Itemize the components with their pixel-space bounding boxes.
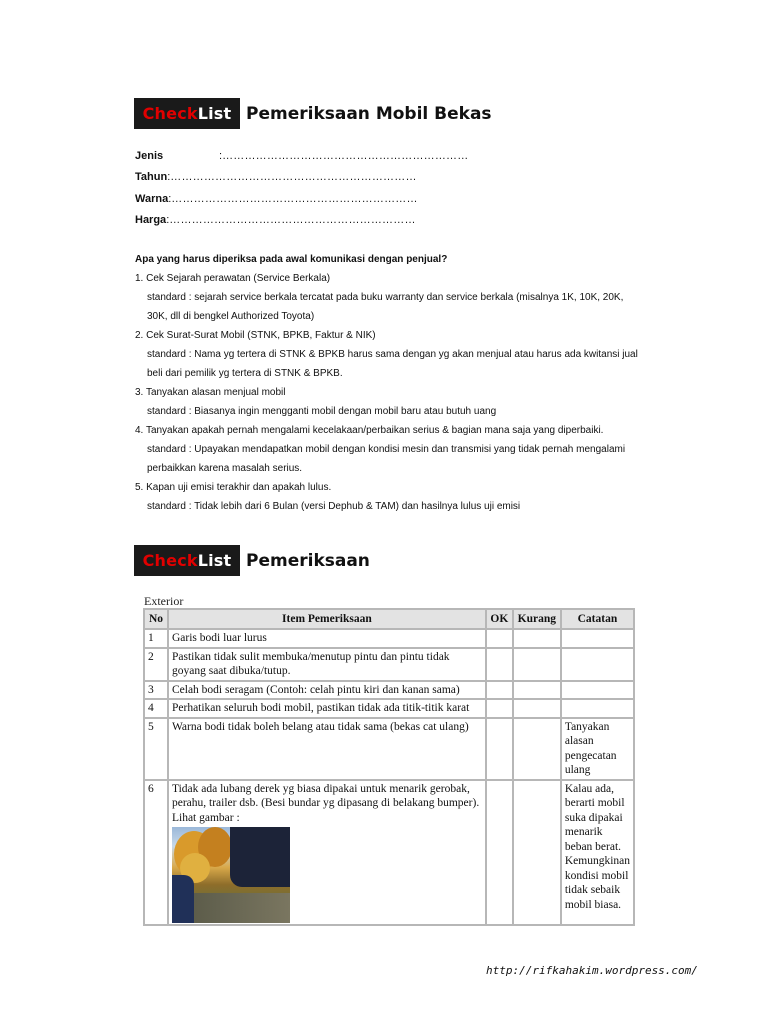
tow-hitch-photo [172, 827, 290, 923]
ok-cell[interactable] [486, 681, 513, 700]
header-catatan: Catatan [561, 609, 634, 629]
section-2-header [134, 545, 370, 576]
list-item: 1. Cek Sejarah perawatan (Service Berkala) standard : sejarah service berkala tercatat pada buku warranty dan service berkala (misalnya 1K, 10K, 20K, 30K, dll di bengkel Authorized Toyota) [135, 273, 624, 322]
table-row: 4 Perhatikan seluruh bodi mobil, pastikan tidak ada titik-titik karat [144, 699, 634, 718]
checklist-badge: Check List [134, 545, 240, 576]
field-tahun: Tahun : ………………………………………………………… [135, 171, 417, 184]
exterior-checklist-table [143, 608, 635, 926]
table-row: 1 Garis bodi luar lurus [144, 629, 634, 648]
ok-cell[interactable] [486, 648, 513, 681]
ok-cell[interactable] [486, 699, 513, 718]
kurang-cell[interactable] [513, 718, 561, 780]
kurang-cell[interactable] [513, 629, 561, 648]
section-2-title: Pemeriksaan [246, 550, 370, 571]
table-caption: Exterior [144, 594, 184, 608]
list-item: 3. Tanyakan alasan menjual mobil standard : Biasanya ingin mengganti mobil dengan mobil baru atau butuh uang [135, 387, 497, 417]
list-item: 2. Cek Surat-Surat Mobil (STNK, BPKB, Faktur & NIK) standard : Nama yg tertera di STNK & BPKB harus sama dengan yg akan menjual atau harus ada kwitansi jual beli dari pemilik yg tertera di STNK & BPKB. [135, 330, 638, 379]
table-row: 3 Celah bodi seragam (Contoh: celah pintu kiri dan kanan sama) [144, 681, 634, 700]
kurang-cell[interactable] [513, 780, 561, 926]
kurang-cell[interactable] [513, 681, 561, 700]
ok-cell[interactable] [486, 629, 513, 648]
table-row: 6 Tidak ada lubang derek yg biasa dipakai untuk menarik gerobak, perahu, trailer dsb. (Besi bundar yg dipasang di belakang bumper). Lihat gambar : Kalau ada, berarti mobil suka dipakai menarik beban berat. Kemungkinan kondisi mobil tidak sebaik mobil biasa. [144, 780, 634, 926]
kurang-cell[interactable] [513, 648, 561, 681]
list-item: 4. Tanyakan apakah pernah mengalami kecelakaan/perbaikan serius & bagian mana saja yang diperbaiki. standard : Upayakan mendapatkan mobil dengan kondisi mesin dan transmisi yang tidak pernah mengalami perbaikkan karena masalah serius. [135, 425, 626, 474]
header-ok: OK [486, 609, 513, 629]
header-no: No [144, 609, 168, 629]
field-harga: Harga : ………………………………………………………… [135, 214, 416, 227]
field-jenis: Jenis : ………………………………………………………… [135, 149, 469, 162]
ok-cell[interactable] [486, 780, 513, 926]
ok-cell[interactable] [486, 718, 513, 780]
footer-url: http://rifkahakim.wordpress.com/ [486, 964, 698, 977]
table-row: 2 Pastikan tidak sulit membuka/menutup pintu dan pintu tidak goyang saat dibuka/tutup. [144, 648, 634, 681]
field-warna: Warna : ………………………………………………………… [135, 192, 418, 205]
table-row: 5 Warna bodi tidak boleh belang atau tidak sama (bekas cat ulang) Tanyakan alasan pengecatan ulang [144, 718, 634, 780]
checklist-questions [135, 250, 675, 516]
vehicle-fields [135, 145, 468, 231]
section-1-header [134, 98, 492, 129]
question-heading: Apa yang harus diperiksa pada awal komunikasi dengan penjual? [135, 254, 448, 265]
header-kurang: Kurang [513, 609, 561, 629]
section-1-title: Pemeriksaan Mobil Bekas [246, 103, 492, 124]
header-item: Item Pemeriksaan [168, 609, 486, 629]
checklist-badge: Check List [134, 98, 240, 129]
kurang-cell[interactable] [513, 699, 561, 718]
list-item: 5. Kapan uji emisi terakhir dan apakah lulus. standard : Tidak lebih dari 6 Bulan (versi Dephub & TAM) dan hasilnya lulus uji emisi [135, 482, 521, 512]
table-header-row [144, 609, 634, 629]
